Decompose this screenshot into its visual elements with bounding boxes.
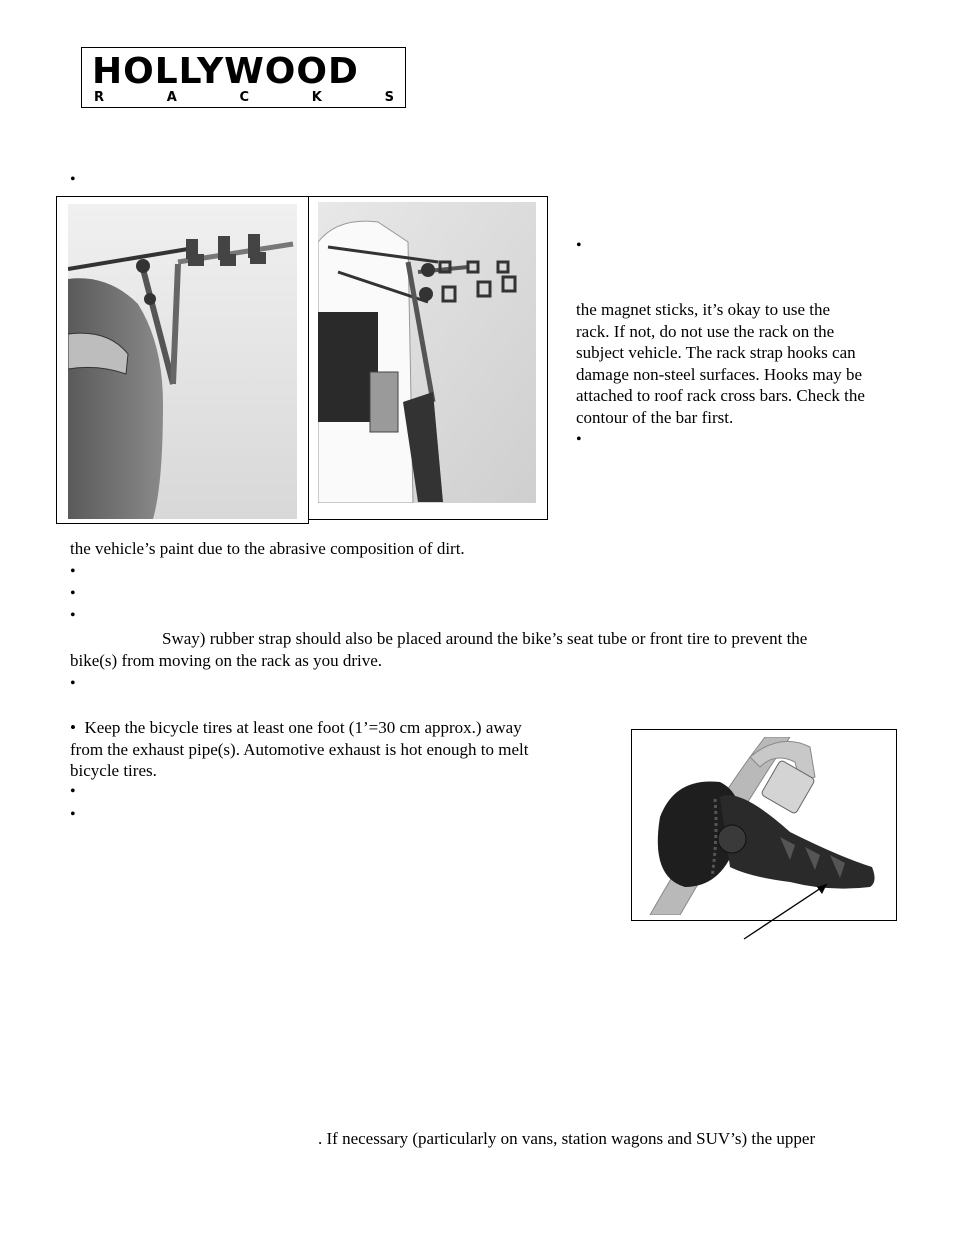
text-line: from the exhaust pipe(s). Automotive exhaust is hot enough to melt	[70, 739, 529, 759]
bikes-line: bike(s) from moving on the rack as you drive.	[70, 651, 383, 670]
exhaust-paragraph	[70, 717, 610, 782]
bullet: •	[70, 718, 76, 737]
magnet-paragraph	[576, 299, 906, 428]
text-line: bicycle tires.	[70, 761, 157, 780]
sway-line: Sway) rubber strap should also be placed around the bike’s seat tube or front tire to prevent the	[162, 629, 808, 648]
bullet: •	[70, 806, 76, 823]
rack-photo-suv	[318, 202, 536, 503]
bullet: •	[70, 783, 76, 800]
hollywood-racks-logo	[81, 47, 406, 108]
logo-letter: K	[311, 90, 322, 105]
logo-letter: C	[239, 90, 250, 105]
text-line: attached to roof rack cross bars. Check the	[576, 386, 865, 405]
bullet: •	[70, 563, 76, 580]
text-line: Keep the bicycle tires at least one foot (1’=30 cm approx.) away	[84, 718, 522, 737]
logo-letter: A	[166, 90, 177, 105]
bullet: •	[576, 431, 582, 448]
bullet: •	[576, 237, 582, 254]
text-line: the magnet sticks, it’s okay to use the	[576, 300, 831, 319]
text-line: rack. If not, do not use the rack on the	[576, 321, 835, 341]
paint-line: the vehicle’s paint due to the abrasive composition of dirt.	[70, 539, 465, 558]
pointer-arrow	[742, 878, 832, 942]
text-line: subject vehicle. The rack strap hooks can	[576, 343, 856, 362]
bottom-line: . If necessary (particularly on vans, station wagons and SUV’s) the upper	[318, 1129, 816, 1148]
logo-wordmark: HOLLYWOOD	[92, 51, 359, 92]
logo-letter: R	[94, 90, 105, 105]
text-line: contour of the bar first.	[576, 407, 734, 427]
text-line: damage non-steel surfaces. Hooks may be	[576, 364, 863, 384]
rack-photo-sedan	[68, 204, 297, 519]
logo-letter: S	[384, 90, 394, 105]
bullet: •	[70, 585, 76, 602]
bullet: •	[70, 675, 76, 692]
logo-subtitle	[94, 90, 394, 105]
bullet: •	[70, 171, 76, 188]
bullet: •	[70, 607, 76, 624]
